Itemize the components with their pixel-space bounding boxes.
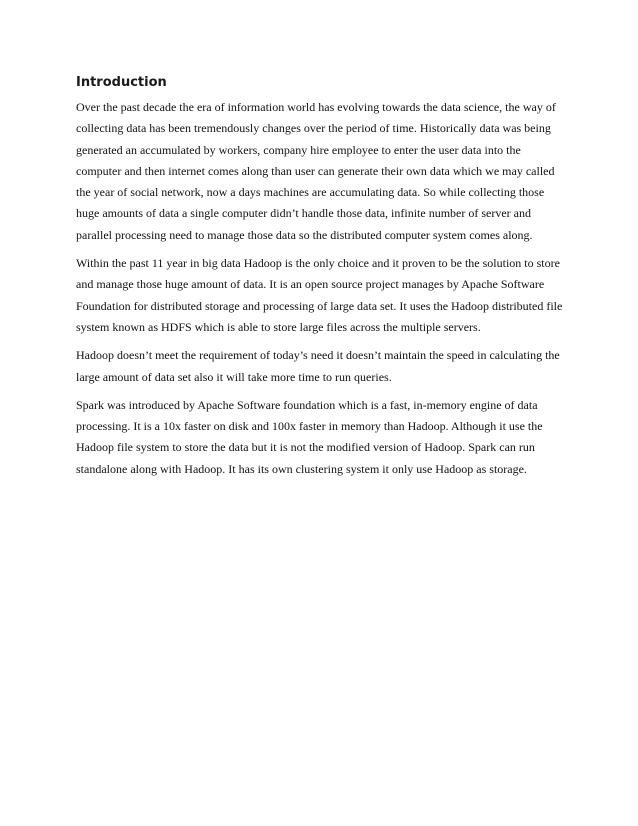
paragraph-4: Spark was introduced by Apache Software foundation which is a fast, in-memory engine of data processing. It is a 10x faster on disk and 100x faster in memory than Hadoop. Although it use the Hadoop file system to store the data but it is not the modified version of Hadoop. Spark can run standalone along with Hadoop. It has its own clustering system it only use Hadoop as storage. [76,397,543,476]
paragraph-2: Within the past 11 year in big data Hadoop is the only choice and it proven to be the solution to store and manage those huge amount of data. It is an open source project manages by Apache Software Foundation for distributed storage and processing of large data set. It uses the Hadoop distributed file system known as HDFS which is able to store large files across the multiple servers. [76,256,563,334]
section-heading: Introduction [76,75,167,90]
paragraph-1: Over the past decade the era of information world has evolving towards the data science, the way of collecting data has been tremendously changes over the period of time. Historically data was being generated an accumulated by workers, company hire employee to enter the user data into the computer and then internet comes along than user can generate their own data which we may called the year of social network, now a days machines are accumulating data. So while collecting those huge amounts of data a single computer didn’t handle those data, infinite number of server and parallel processing need to manage those data so the distributed computer system comes along. [76,100,556,242]
paragraph-3: Hadoop doesn’t meet the requirement of today’s need it doesn’t maintain the speed in calculating the large amount of data set also it will take more time to run queries. [76,348,560,384]
